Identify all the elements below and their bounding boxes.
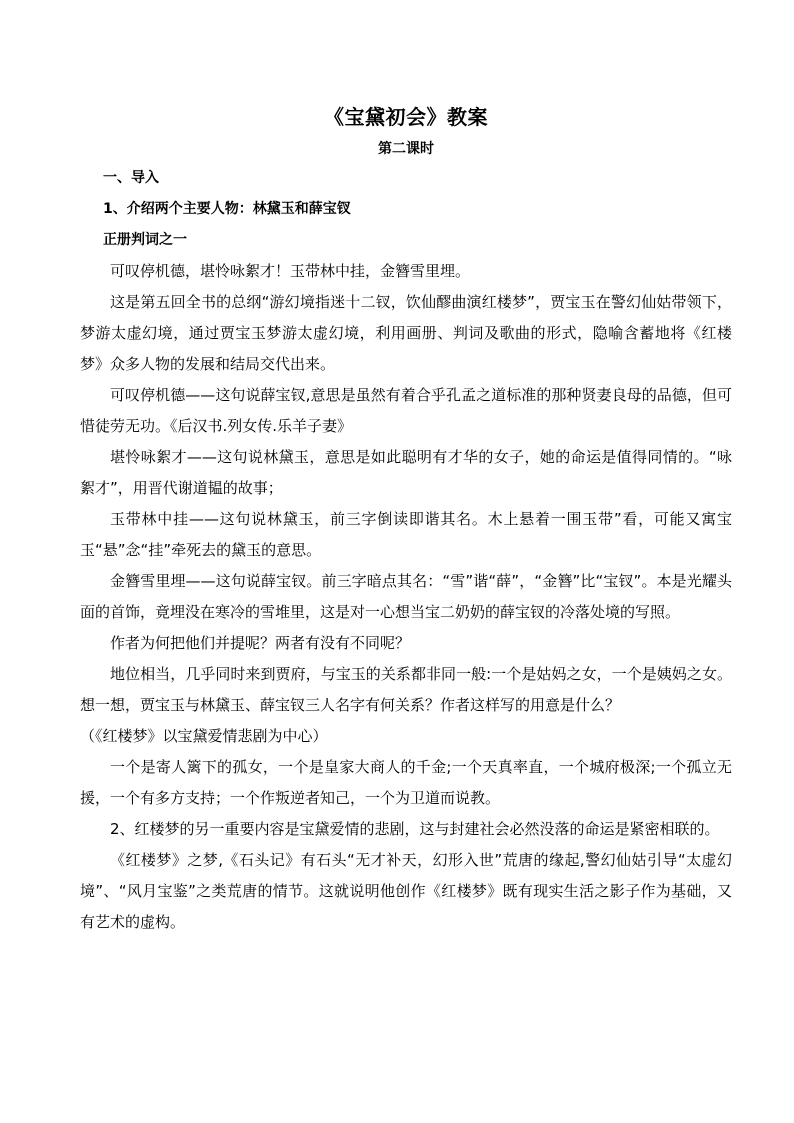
item-subheading-verdict: 正册判词之一 xyxy=(103,232,187,248)
paragraph-gold-hairpin: 金簪雪里埋——这句说薛宝钗。前三字暗点其名：“雪”谐“薛”，“金簪”比“宝钗”。本是光耀头面的首饰，竟埋没在寒冷的雪堆里，这是对一心想当宝二奶奶的薛宝钗的冷落处境的写照。 xyxy=(80,572,732,621)
paragraph-question: 作者为何把他们并提呢？两者有没有不同呢？ xyxy=(110,634,411,652)
paragraph-jade-belt: 玉带林中挂——这句说林黛玉，前三字倒读即谐其名。木上悬着一围玉带”看，可能又寓宝玉“悬”念“挂”牵死去的黛玉的意思。 xyxy=(80,510,732,559)
paragraph-dream: 《红楼梦》之梦,《石头记》有石头“无才补天，幻形入世”荒唐的缘起,警幻仙姑引导“太虚幻境”、“风月宝鉴”之类荒唐的情节。这就说明他创作《红楼梦》既有现实生活之影子作为基础，又有艺术的虚构。 xyxy=(80,851,732,931)
paragraph-contrast: 一个是寄人篱下的孤女，一个是皇家大商人的千金;一个天真率直，一个城府极深;一个孤立无援，一个有多方支持；一个作叛逆者知己，一个为卫道而说教。 xyxy=(80,758,732,807)
paragraph-tragedy: 2、红楼梦的另一重要内容是宝黛爱情的悲剧，这与封建社会必然没落的命运是紧密相联的。 xyxy=(110,820,720,838)
paragraph-daiyu-talent: 堪怜咏絮才——这句说林黛玉，意思是如此聪明有才华的女子，她的命运是值得同情的。“咏絮才”，用晋代谢道韫的故事； xyxy=(80,448,732,497)
paragraph-note-center: （《红楼梦》以宝黛爱情悲剧为中心） xyxy=(80,727,328,745)
item-heading-characters: 1、介绍两个主要人物：林黛玉和薛宝钗 xyxy=(103,201,351,217)
lesson-subtitle: 第二课时 xyxy=(378,141,434,157)
section-heading-intro: 一、导入 xyxy=(103,170,159,186)
document-body xyxy=(80,99,732,938)
paragraph-baochai-virtue: 可叹停机德——这句说薛宝钗,意思是虽然有着合乎孔孟之道标准的那种贤妻良母的品德，但可惜徒劳无功。《后汉书.列女传.乐羊子妻》 xyxy=(80,386,732,435)
paragraph-status-comparison: 地位相当，几乎同时来到贾府，与宝玉的关系都非同一般:一个是姑妈之女，一个是姨妈之女。想一想，贾宝玉与林黛玉、薛宝钗三人名字有何关系？作者这样写的用意是什么？ xyxy=(80,665,732,714)
document-title: 《宝黛初会》教案 xyxy=(324,105,488,129)
paragraph-verdict-poem: 可叹停机德，堪怜咏絮才！玉带林中挂，金簪雪里埋。 xyxy=(110,262,471,280)
paragraph-chapter-five: 这是第五回全书的总纲“游幻境指迷十二钗，饮仙醪曲演红楼梦”，贾宝玉在警幻仙姑带领下，梦游太虚幻境，通过贾宝玉梦游太虚幻境，利用画册、判词及歌曲的形式，隐喻含蓄地将《红楼梦》众多人物的发展和结局交代出来。 xyxy=(80,293,732,373)
